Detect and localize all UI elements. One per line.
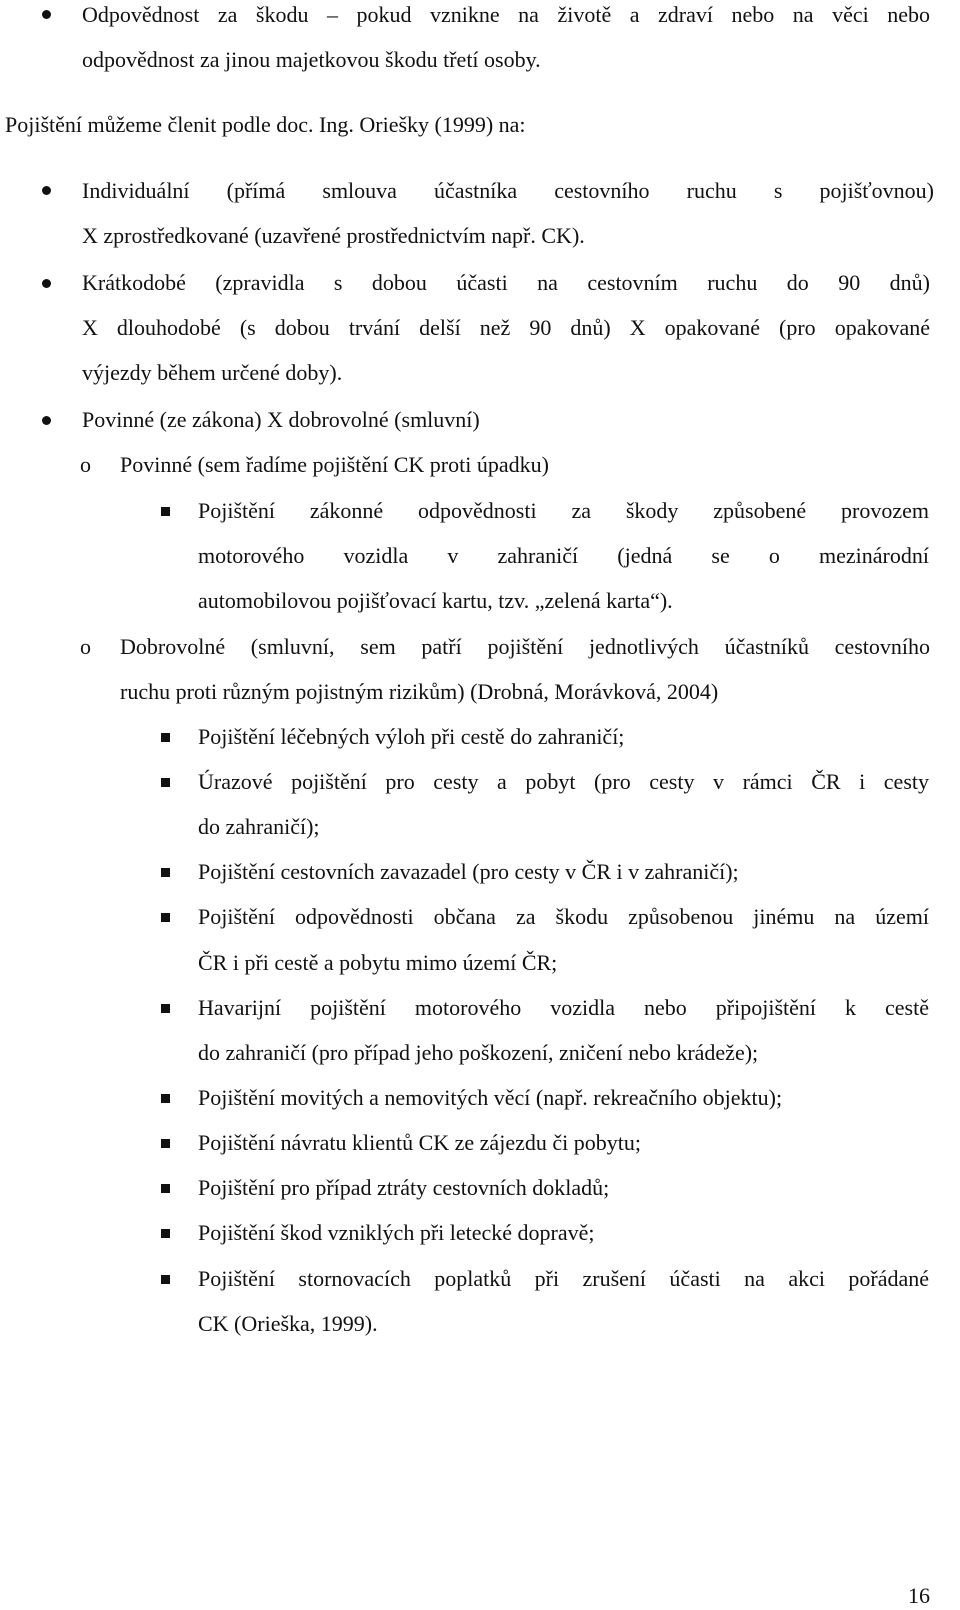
text-line: X dlouhodobé (s dobou trvání delší než 90 dnů) X opakované (pro opakované: [82, 315, 930, 340]
bullet-square: [161, 868, 170, 877]
text-line: výjezdy během určené doby).: [82, 360, 343, 385]
bullet-circle: o: [80, 452, 91, 477]
bullet-square: [161, 733, 170, 742]
text-line: motorového vozidla v zahraničí (jedná se o mezinárodní: [198, 543, 929, 568]
text-line: Havarijní pojištění motorového vozidla nebo připojištění k cestě: [198, 995, 929, 1020]
text-line: CK (Orieška, 1999).: [198, 1311, 378, 1336]
text-line: Úrazové pojištění pro cesty a pobyt (pro cesty v rámci ČR i cesty: [198, 769, 929, 794]
bullet-square: [161, 913, 170, 922]
text-line: Pojištění stornovacích poplatků při zrušení účasti na akci pořádané: [198, 1266, 929, 1291]
text-line: Povinné (ze zákona) X dobrovolné (smluvní): [82, 407, 480, 432]
bullet-square: [161, 1229, 170, 1238]
text-line: ruchu proti různým pojistným rizikům) (Drobná, Morávková, 2004): [120, 679, 719, 704]
bullet-square: [161, 1094, 170, 1103]
text-line: automobilovou pojišťovací kartu, tzv. „zelená karta“).: [198, 588, 673, 613]
page-number: 16: [908, 1583, 930, 1608]
text-line: odpovědnost za jinou majetkovou škodu třetí osoby.: [82, 47, 541, 72]
text-line: Dobrovolné (smluvní, sem patří pojištění jednotlivých účastníků cestovního: [120, 634, 930, 659]
text-line: Pojištění odpovědnosti občana za škodu způsobenou jinému na území: [198, 904, 929, 929]
text-line: Krátkodobé (zpravidla s dobou účasti na cestovním ruchu do 90 dnů): [82, 270, 930, 295]
text-line: Pojištění cestovních zavazadel (pro cesty v ČR i v zahraničí);: [198, 859, 739, 884]
bullet-square: [161, 1275, 170, 1284]
text-line: ČR i při cestě a pobytu mimo území ČR;: [198, 950, 558, 975]
text-line: do zahraničí (pro případ jeho poškození, zničení nebo krádeže);: [198, 1040, 759, 1065]
text-line: Pojištění léčebných výloh při cestě do zahraničí;: [198, 724, 625, 749]
text-line: Odpovědnost za škodu – pokud vznikne na životě a zdraví nebo na věci nebo: [82, 2, 930, 27]
bullet-dot: [42, 10, 51, 19]
bullet-dot: [42, 186, 51, 195]
text-line: X zprostředkované (uzavřené prostřednictvím např. CK).: [82, 223, 585, 248]
bullet-square: [161, 1139, 170, 1148]
text-line: do zahraničí);: [198, 814, 320, 839]
text-line: Pojištění movitých a nemovitých věcí (např. rekreačního objektu);: [198, 1085, 783, 1110]
bullet-dot: [42, 416, 51, 425]
bullet-circle: o: [80, 634, 91, 659]
text-line: Pojištění můžeme členit podle doc. Ing. Oriešky (1999) na:: [5, 112, 526, 137]
text-line: Individuální (přímá smlouva účastníka cestovního ruchu s pojišťovnou): [82, 178, 934, 203]
text-line: Pojištění zákonné odpovědnosti za škody způsobené provozem: [198, 498, 929, 523]
bullet-square: [161, 1004, 170, 1013]
bullet-square: [161, 778, 170, 787]
bullet-square: [161, 1184, 170, 1193]
bullet-square: [161, 507, 170, 516]
text-line: Pojištění návratu klientů CK ze zájezdu či pobytu;: [198, 1130, 641, 1155]
text-line: Povinné (sem řadíme pojištění CK proti úpadku): [120, 452, 549, 477]
text-line: Pojištění pro případ ztráty cestovních dokladů;: [198, 1175, 610, 1200]
text-line: Pojištění škod vzniklých při letecké dopravě;: [198, 1220, 595, 1245]
bullet-dot: [42, 279, 51, 288]
